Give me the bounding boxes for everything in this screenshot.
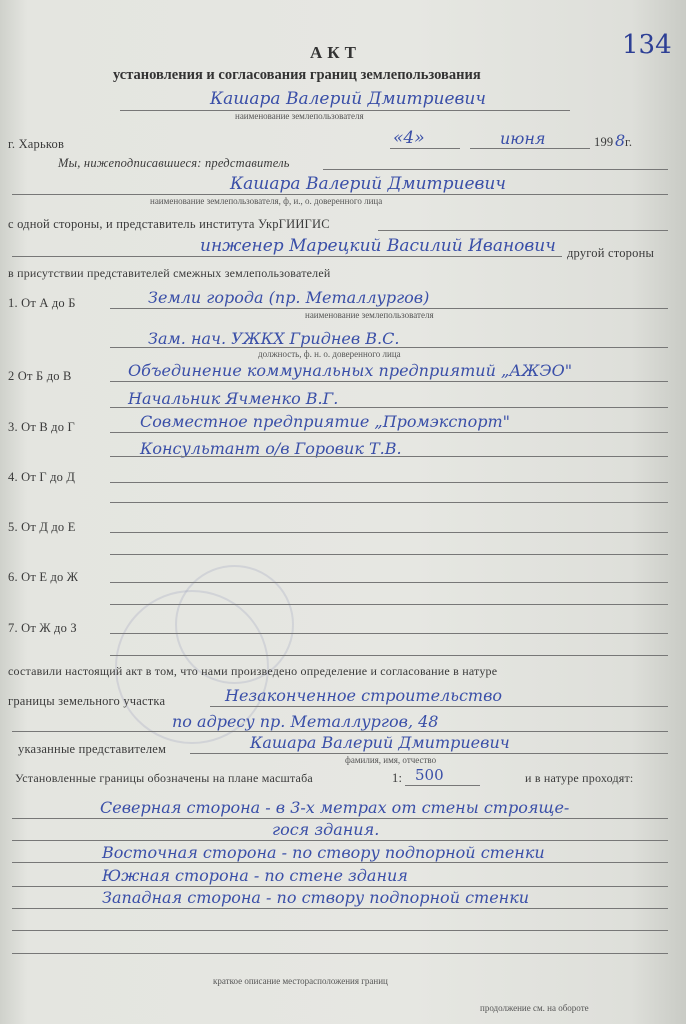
indicated-caption: фамилия, имя, отчество [345,755,437,765]
description-rule [12,818,668,819]
indicated-label: указанные представителем [18,742,167,756]
scale-value: 500 [415,766,444,784]
other-side-text: другой стороны [567,246,655,260]
description-line: гося здания. [272,820,380,839]
page-number: 134 [622,30,672,60]
parcel-value: Незаконченное строительство [225,686,503,705]
land-user-value: Кашара Валерий Дмитриевич [210,89,486,109]
year-suffix: 8 [615,131,626,150]
boundary-caption: наименование землепользователя [305,310,434,320]
boundary-line [110,554,668,555]
boundary-line [110,532,668,533]
description-rule [12,908,668,909]
description-rule [12,953,668,954]
description-line: Восточная сторона - по створу подпорной стенки [102,843,545,862]
intro-representative: Кашара Валерий Дмитриевич [230,174,506,194]
intro-line-top [323,169,668,170]
institute-engineer: инженер Марецкий Василий Иванович [200,236,556,256]
boundary-line [110,582,668,583]
land-user-caption: наименование землепользователя [235,111,364,121]
date-month: июня [500,129,546,148]
scale-prefix: 1: [392,771,403,785]
city: г. Харьков [8,137,65,151]
boundary-line [110,604,668,605]
boundary-line [110,308,668,309]
indicated-value: Кашара Валерий Дмитриевич [250,733,510,752]
boundary-label: 2 От Б до В [8,369,72,383]
boundary-line [110,347,668,348]
month-line [470,148,590,149]
indicated-line [190,753,668,754]
boundary-label: 3. От В до Г [8,420,75,434]
plan-after: и в натуре проходят: [525,771,634,785]
boundary-neighbor: Совместное предприятие „Промэкспорт" [140,412,510,431]
boundary-neighbor: Объединение коммунальных предприятий „АЖЭО" [128,361,573,380]
date-day: «4» [393,128,425,148]
intro-text: Мы, нижеподписавшиеся: представитель [58,156,290,170]
institute-line [378,230,668,231]
neighbors-intro: в присутствии представителей смежных землепользователей [8,266,331,280]
boundary-line [110,456,668,457]
description-rule [12,840,668,841]
plan-text: Установленные границы обозначены на плане масштаба [15,771,313,785]
parcel-label: границы земельного участка [8,694,166,708]
boundary-line [110,482,668,483]
boundary-line [110,432,668,433]
description-rule [12,862,668,863]
boundary-representative: Зам. нач. УЖКХ Гриднев В.С. [148,329,400,348]
address-line [12,731,668,732]
boundary-label: 6. От Е до Ж [8,570,79,584]
boundary-line [110,502,668,503]
year-prefix: 199 [594,135,614,149]
footer-caption: краткое описание месторасположения границ [213,976,388,986]
boundary-line [110,633,668,634]
boundary-label: 4. От Г до Д [8,470,76,484]
description-rule [12,886,668,887]
boundary-neighbor: Земли города (пр. Металлургов) [148,288,430,307]
boundary-representative: Начальник Ячменко В.Г. [128,389,339,408]
description-line: Южная сторона - по стене здания [102,866,408,885]
boundary-label: 1. От А до Б [8,296,76,310]
intro-line [12,194,668,195]
scale-line [405,785,480,786]
boundary-line [110,381,668,382]
boundary-caption: должность, ф. н. о. доверенного лица [258,349,401,359]
boundary-line [110,407,668,408]
continued-note: продолжение см. на обороте [480,1003,589,1013]
intro-caption: наименование землепользователя, ф, и., о. доверенного лица [150,196,383,206]
document-title: АКТ [310,43,361,62]
description-rule [12,930,668,931]
boundary-label: 5. От Д до Е [8,520,76,534]
engineer-line [12,256,562,257]
day-line [390,148,460,149]
address-value: по адресу пр. Металлургов, 48 [172,712,439,731]
boundary-line [110,655,668,656]
boundary-representative: Консультант о/в Горовик Т.В. [140,439,402,458]
parcel-line [210,706,668,707]
description-line: Западная сторона - по створу подпорной стенки [102,888,530,907]
description-line: Северная сторона - в 3-х метрах от стены строяще- [100,798,570,817]
boundary-label: 7. От Ж до З [8,621,77,635]
conclusion-text: составили настоящий акт в том, что нами произведено определение и согласование в натуре [8,664,498,678]
document-subtitle: установления и согласования границ землепользования [113,67,481,83]
year-unit: г. [625,135,633,149]
institute-text: с одной стороны, и представитель института УкрГИИГИС [8,217,330,231]
